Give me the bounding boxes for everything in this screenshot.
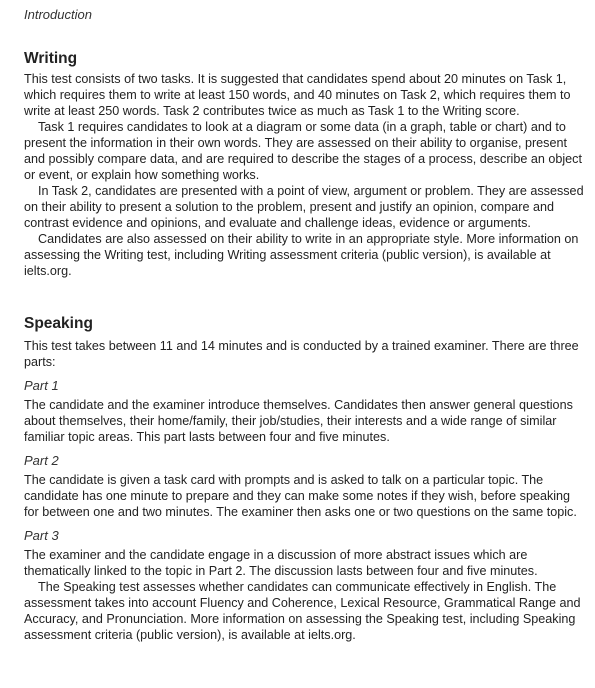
part-paragraph: The examiner and the candidate engage in a discussion of more abstract issues which are thematically linked to the topic in Part 2. The discussion lasts between four and five minutes.	[24, 548, 538, 578]
part-title: Part 1	[24, 378, 59, 393]
writing-paragraph: Task 1 requires candidates to look at a diagram or some data (in a graph, table or chart) and to present the information in their own words. They are assessed on their ability to organise, present and possibly compare data, and are required to describe the stages of a process, describe an object or event, or explain how something works.	[24, 120, 582, 182]
part-paragraph: The Speaking test assesses whether candidates can communicate effectively in English. The assessment takes into account Fluency and Coherence, Lexical Resource, Grammatical Range and Accuracy, and Pronunciation. More information on assessing the Speaking test, including Speaking assessment criteria (public version), is available at ielts.org.	[24, 580, 581, 642]
running-head: Introduction	[24, 7, 92, 22]
writing-paragraph: This test consists of two tasks. It is suggested that candidates spend about 20 minutes on Task 1, which requires them to write at least 150 words, and 40 minutes on Task 2, which requires them to write at least 250 words. Task 2 contributes twice as much as Task 1 to the Writing score.	[24, 72, 571, 118]
writing-section	[24, 49, 584, 279]
writing-heading: Writing	[24, 50, 78, 67]
speaking-part-3	[24, 528, 584, 643]
speaking-heading: Speaking	[24, 315, 93, 332]
speaking-part-2	[24, 453, 584, 520]
speaking-intro: This test takes between 11 and 14 minutes and is conducted by a trained examiner. There are three parts:	[24, 339, 579, 369]
part-paragraph: The candidate and the examiner introduce themselves. Candidates then answer general questions about themselves, their home/family, their job/studies, their interests and a wide range of similar familiar topic areas. This part lasts between four and five minutes.	[24, 398, 573, 444]
speaking-part-1	[24, 378, 584, 445]
writing-paragraph: Candidates are also assessed on their ability to write in an appropriate style. More information on assessing the Writing test, including Writing assessment criteria (public version), is available at ielts.org.	[24, 232, 579, 278]
part-title: Part 2	[24, 453, 59, 468]
part-paragraph: The candidate is given a task card with prompts and is asked to talk on a particular topic. The candidate has one minute to prepare and they can make some notes if they wish, before speaking for between one and two minutes. The examiner then asks one or two questions on the same topic.	[24, 473, 577, 519]
part-title: Part 3	[24, 528, 59, 543]
speaking-section	[24, 314, 584, 643]
writing-paragraph: In Task 2, candidates are presented with a point of view, argument or problem. They are assessed on their ability to present a solution to the problem, present and justify an opinion, compare and contrast evidence and opinions, and evaluate and challenge ideas, evidence or arguments.	[24, 184, 584, 230]
